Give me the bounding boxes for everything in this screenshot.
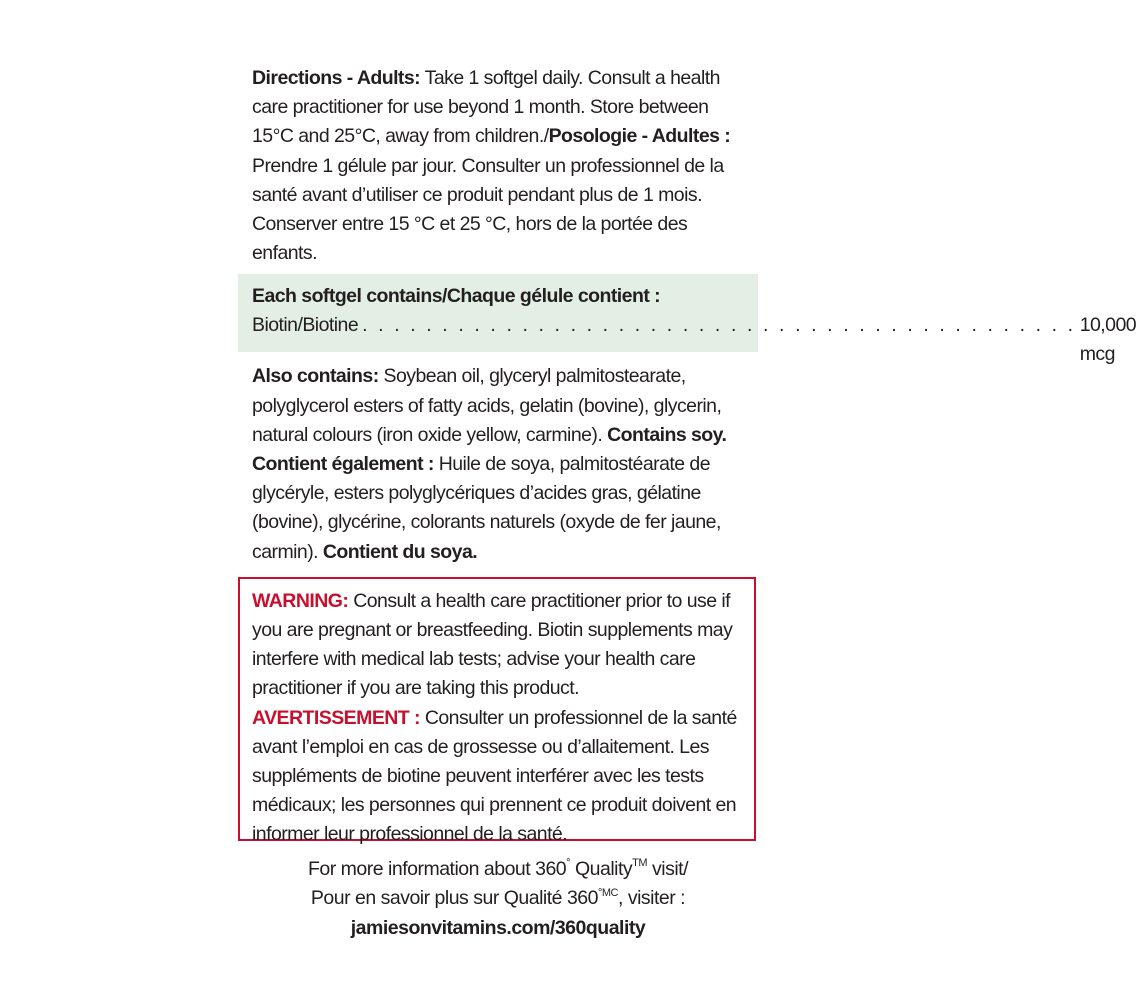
directions-en-heading: Directions - Adults: [252,67,421,89]
quality-footer [238,855,758,944]
footer-en-post: visit/ [647,857,688,880]
ingredient-leader-dots: . . . . . . . . . . . . . . . . . . . . . . . . . . . . . . . . . . . . . . . . . . . . . [362,314,1076,337]
also-contains-fr-text: Huile de soya, palmitostéarate de glycéryle, esters polyglycériques d’acides gras, gélatine (bovine), glycérine, colorants naturels (oxyde de fer jaune, carmin). [252,453,721,563]
also-contains-en-allergen: Contains soy. [607,423,727,446]
also-contains-fr-allergen: Contient du soya. [322,540,478,563]
quality-url-link[interactable]: jamiesonvitamins.com/360quality [350,916,646,939]
warning-box [238,577,756,846]
footer-en-degree: ° [566,857,571,870]
footer-line-en [238,855,758,885]
medicinal-ingredients-box [238,274,1136,366]
also-contains-en-text: Soybean oil, glyceryl palmitostearate, polyglycerol esters of fatty acids, gelatin (bovine), glycerin, natural colours (iron oxide yellow, carmine). [252,365,722,446]
directions-fr-text: Prendre 1 gélule par jour. Consulter un professionnel de la santé avant d’utiliser ce produit pendant plus de 1 mois. Conserver entre 15 °C et 25 °C, hors de la portée des enfants. [252,154,724,265]
footer-en-mid: Quality [570,857,633,880]
contents-title: Each softgel contains/Chaque gélule contient : [252,285,661,308]
warning-fr-text: Consulter un professionnel de la santé avant l’emploi en cas de grossesse ou d’allaitement. Les suppléments de biotine peuvent interférer avec les tests médicaux; les personnes qui prennent ce produit doivent en informer leur professionnel de la santé. [252,706,737,846]
also-contains-en-heading: Also contains: [252,365,379,388]
footer-en-pre: For more information about 360 [308,857,567,880]
directions-en-text: Take 1 softgel daily. Consult a health care practitioner for use beyond 1 month. Store between 15°C and 25°C, away from children./ [252,67,720,148]
trademark-mark: TM [632,857,648,870]
marque-de-commerce-mark: °MC [597,886,618,899]
also-contains-section [238,362,758,566]
ingredient-name: Biotin/Biotine [252,314,359,337]
footer-line-fr [238,884,758,914]
footer-fr-post: , visiter : [618,887,686,910]
ingredient-amount: 10,000 mcg [1079,314,1136,366]
warning-text [252,587,740,850]
footer-fr-pre: Pour en savoir plus sur Qualité 360 [310,887,598,910]
product-label-panel [238,64,1136,943]
ingredient-row [252,311,1136,369]
directions-fr-heading: Posologie - Adultes : [548,125,731,148]
directions-section [238,64,758,268]
warning-en-text: Consult a health care practitioner prior to use if you are pregnant or breastfeeding. Biotin supplements may interfere with medical lab tests; advise your health care practitioner if you are taking this product. [252,589,733,700]
warning-en-heading: WARNING: [252,589,349,612]
warning-fr-heading: AVERTISSEMENT : [252,706,420,729]
also-contains-fr-heading: Contient également : [252,453,434,476]
